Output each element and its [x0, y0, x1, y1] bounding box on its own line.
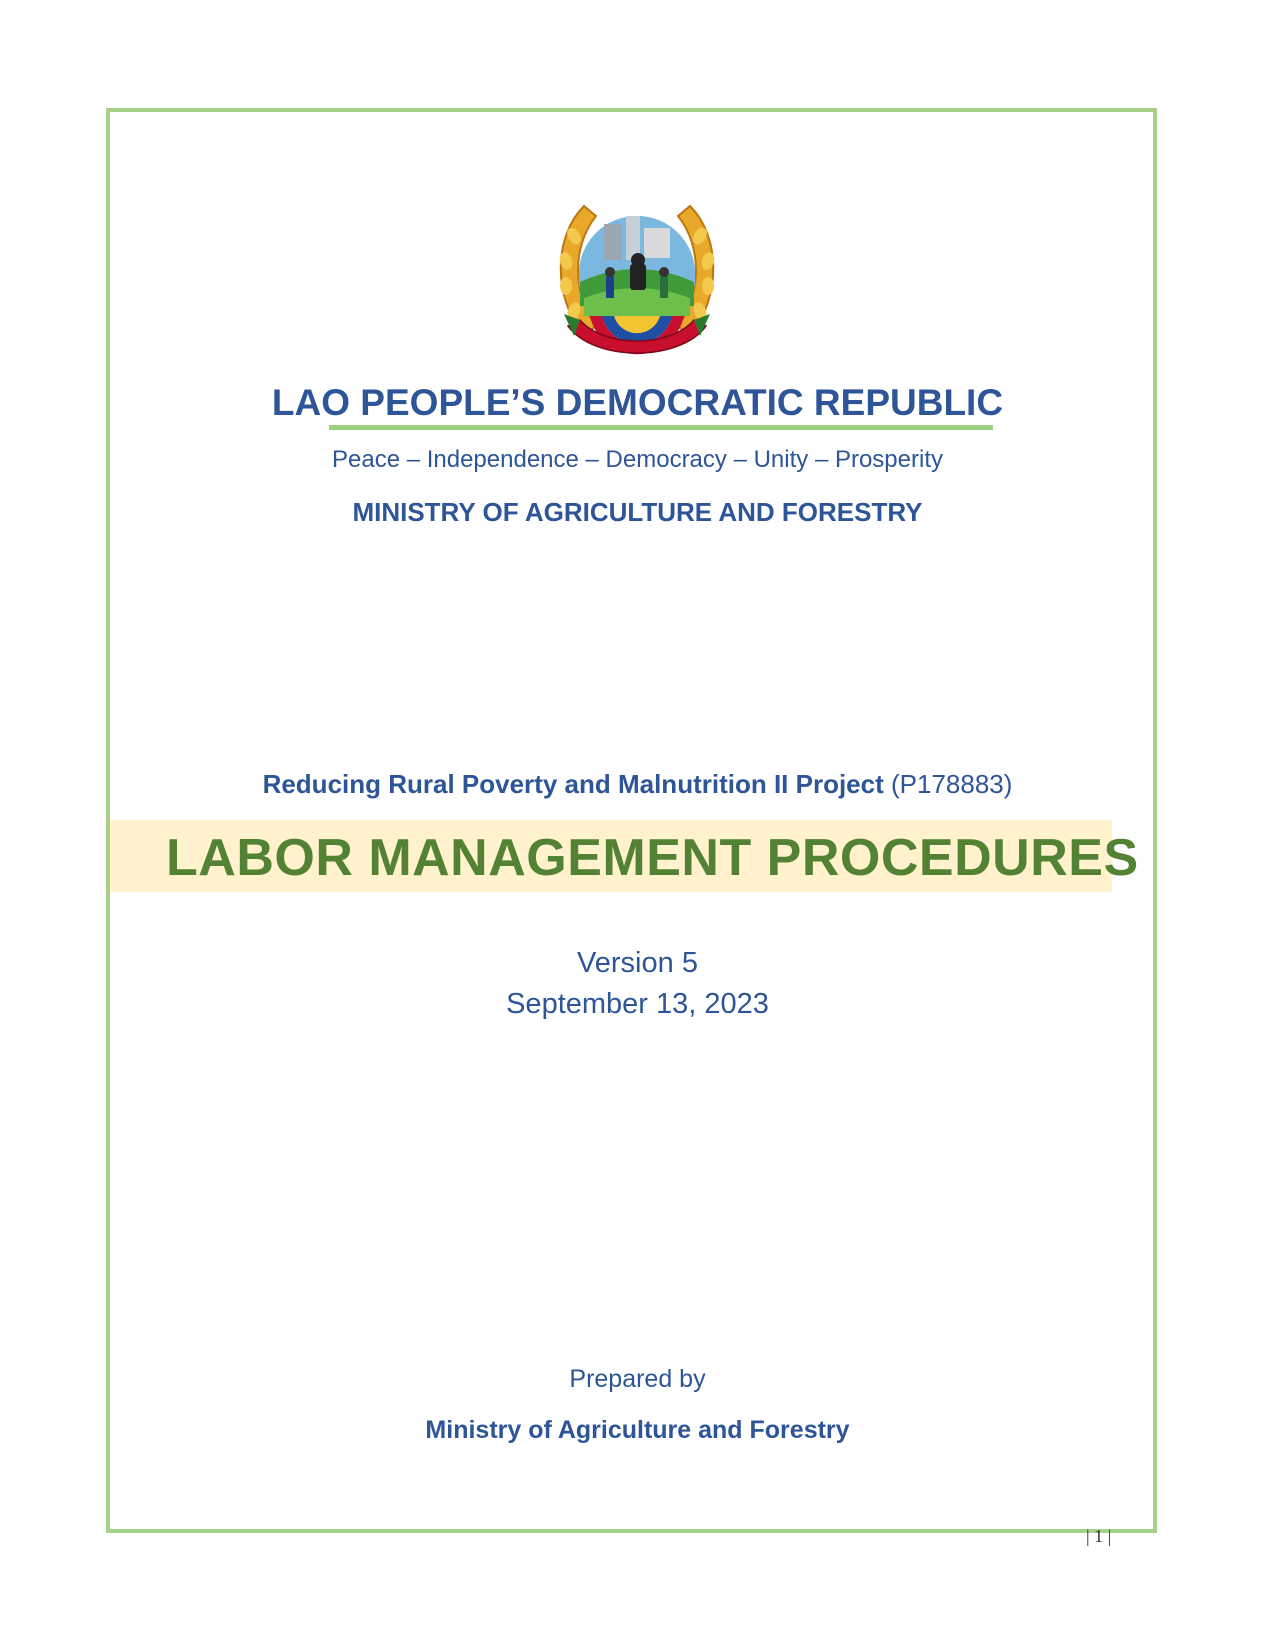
document-version: Version 5	[577, 947, 698, 979]
project-code: (P178883)	[891, 769, 1013, 799]
document-date: September 13, 2023	[506, 988, 769, 1020]
project-name: Reducing Rural Poverty and Malnutrition II Project	[262, 769, 884, 799]
lao-national-emblem-icon	[544, 186, 730, 366]
national-motto: Peace – Independence – Democracy – Unity – Prosperity	[331, 446, 943, 473]
preparing-organization: Ministry of Agriculture and Forestry	[425, 1416, 850, 1444]
prepared-by-label: Prepared by	[569, 1365, 706, 1393]
document-title: LABOR MANAGEMENT PROCEDURES	[166, 829, 1139, 887]
country-underline	[329, 425, 993, 430]
ministry-heading: MINISTRY OF AGRICULTURE AND FORESTRY	[352, 497, 923, 527]
country-name: LAO PEOPLE’S DEMOCRATIC REPUBLIC	[271, 382, 1004, 423]
page-number: | 1 |	[1086, 1526, 1112, 1546]
project-line	[0, 769, 1275, 800]
